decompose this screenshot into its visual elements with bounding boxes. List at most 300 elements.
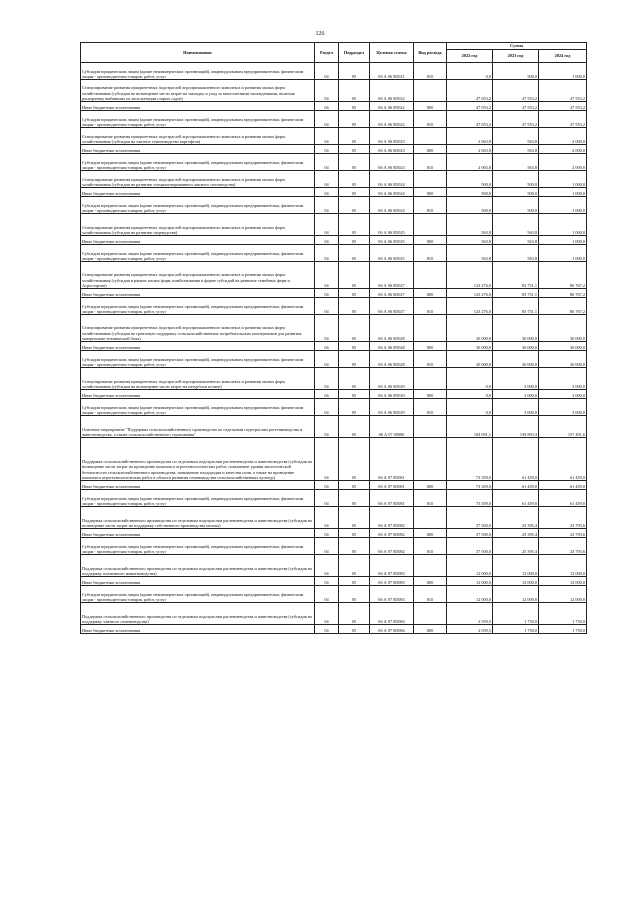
- row-value-2023: 83 751,1: [493, 262, 539, 289]
- row-razdel: 04: [315, 529, 339, 538]
- row-value-2023: 47 553,2: [493, 111, 539, 128]
- row-value-2024: 3 000,0: [539, 390, 587, 399]
- row-value-2024: 61 459,0: [539, 438, 587, 481]
- row-value-2024: 61 459,0: [539, 481, 587, 490]
- row-value-2022: 563,8: [447, 214, 493, 236]
- row-vr: 800: [414, 529, 447, 538]
- row-vr: 810: [414, 197, 447, 214]
- row-value-2024: 47 553,2: [539, 102, 587, 111]
- header-summa: Сумма: [447, 43, 587, 50]
- row-podrazdel: 05: [339, 245, 370, 262]
- row-name: Иные бюджетные ассигнования: [81, 577, 315, 586]
- row-name: Иные бюджетные ассигнования: [81, 102, 315, 111]
- row-csr: 06 А 07 R5082: [370, 529, 414, 538]
- row-value-2023: 3 000,0: [493, 390, 539, 399]
- row-razdel: 04: [315, 197, 339, 214]
- row-vr: 810: [414, 245, 447, 262]
- row-vr: 800: [414, 577, 447, 586]
- row-vr: [414, 262, 447, 289]
- row-vr: 810: [414, 154, 447, 171]
- row-csr: 06 А 06 R5022: [370, 102, 414, 111]
- row-value-2024: 2 000,0: [539, 145, 587, 154]
- table-row: [81, 490, 587, 507]
- table-row: [81, 529, 587, 538]
- row-razdel: 04: [315, 490, 339, 507]
- row-name: Иные бюджетные ассигнования: [81, 529, 315, 538]
- row-podrazdel: 05: [339, 342, 370, 351]
- row-razdel: 04: [315, 214, 339, 236]
- table-row: [81, 603, 587, 625]
- row-podrazdel: 05: [339, 111, 370, 128]
- table-row: [81, 80, 587, 102]
- row-csr: 06 А 06 R5028: [370, 315, 414, 342]
- row-value-2023: 500,0: [493, 63, 539, 80]
- row-razdel: 04: [315, 298, 339, 315]
- row-csr: 06 А 07 R5081: [370, 481, 414, 490]
- row-podrazdel: 05: [339, 197, 370, 214]
- row-value-2023: 47 553,2: [493, 80, 539, 102]
- table-row: [81, 128, 587, 145]
- row-podrazdel: 05: [339, 262, 370, 289]
- row-podrazdel: 05: [339, 555, 370, 577]
- table-row: [81, 507, 587, 529]
- row-razdel: 04: [315, 188, 339, 197]
- row-vr: [414, 368, 447, 390]
- row-value-2023: 500,0: [493, 197, 539, 214]
- table-row: [81, 399, 587, 416]
- table-row: [81, 298, 587, 315]
- header-name: Наименование: [81, 43, 315, 63]
- row-name: Поддержка сельскохозяйственного производства по отдельным подотраслям растениеводства и животноводства (субсидия на поддержку элитного семеноводства): [81, 603, 315, 625]
- row-value-2022: 12 000,0: [447, 577, 493, 586]
- row-vr: 800: [414, 342, 447, 351]
- row-value-2022: 123 276,0: [447, 262, 493, 289]
- row-value-2022: 30 000,0: [447, 351, 493, 368]
- budget-table: [80, 42, 587, 634]
- row-csr: 06 А 07 R5082: [370, 507, 414, 529]
- row-csr: 06 А 06 R5028: [370, 342, 414, 351]
- row-value-2022: 0,0: [447, 368, 493, 390]
- row-podrazdel: 05: [339, 102, 370, 111]
- row-value-2023: 3 000,0: [493, 368, 539, 390]
- row-value-2024: 3 000,0: [539, 399, 587, 416]
- row-podrazdel: 05: [339, 368, 370, 390]
- row-value-2024: 2 000,0: [539, 128, 587, 145]
- row-razdel: 04: [315, 399, 339, 416]
- row-vr: [414, 416, 447, 438]
- row-value-2024: 30 000,0: [539, 315, 587, 342]
- row-name: Стимулирование развития приоритетных подотраслей агропромышленного комплекса и развития малых форм хозяйствования (субсидия в рамках малых форм хозяйствования в форме субсидий на развитие семейных ферм и Агростартап): [81, 262, 315, 289]
- row-name: Иные бюджетные ассигнования: [81, 289, 315, 298]
- row-name: Иные бюджетные ассигнования: [81, 390, 315, 399]
- table-row: [81, 342, 587, 351]
- row-vr: 800: [414, 102, 447, 111]
- row-value-2022: 184 091,1: [447, 416, 493, 438]
- row-podrazdel: 05: [339, 529, 370, 538]
- row-razdel: 04: [315, 538, 339, 555]
- header-razdel: Раздел: [315, 43, 339, 63]
- row-csr: 06 А 07 R5083: [370, 555, 414, 577]
- row-vr: [414, 603, 447, 625]
- row-value-2024: 1 000,0: [539, 171, 587, 188]
- row-value-2022: 30 000,0: [447, 315, 493, 342]
- table-row: [81, 63, 587, 80]
- table-row: [81, 368, 587, 390]
- row-razdel: 04: [315, 438, 339, 481]
- row-value-2023: 139 893,3: [493, 416, 539, 438]
- header-csr: Целевая статья: [370, 43, 414, 63]
- row-name: Субсидии юридическим лицам (кроме некоммерческих организаций), индивидуальным предпринимателям, физическим лицам - производителям товаров, работ, услуг: [81, 111, 315, 128]
- table-row: [81, 289, 587, 298]
- row-value-2022: 73 359,0: [447, 490, 493, 507]
- row-value-2023: 61 459,0: [493, 438, 539, 481]
- row-vr: 810: [414, 111, 447, 128]
- row-vr: 800: [414, 481, 447, 490]
- row-razdel: 04: [315, 236, 339, 245]
- row-value-2023: 563,8: [493, 245, 539, 262]
- row-razdel: 04: [315, 245, 339, 262]
- row-podrazdel: 05: [339, 390, 370, 399]
- row-csr: 06 А 06 R5029: [370, 399, 414, 416]
- row-value-2023: 30 000,0: [493, 351, 539, 368]
- row-razdel: 04: [315, 416, 339, 438]
- row-csr: 06 А 06 R5028: [370, 351, 414, 368]
- row-podrazdel: 05: [339, 625, 370, 634]
- row-csr: 06 А 06 R5023: [370, 154, 414, 171]
- row-podrazdel: 05: [339, 171, 370, 188]
- row-value-2023: 1 750,0: [493, 625, 539, 634]
- row-podrazdel: 05: [339, 490, 370, 507]
- row-razdel: 04: [315, 586, 339, 603]
- row-name: Стимулирование развития приоритетных подотраслей агропромышленного комплекса и развития малых форм хозяйствования (субсидия на развитие овцеводства): [81, 214, 315, 236]
- row-name: Стимулирование развития приоритетных подотраслей агропромышленного комплекса и развития малых форм хозяйствования (субсидия на элитное семеноводство картофеля): [81, 128, 315, 145]
- row-value-2024: 1 000,0: [539, 236, 587, 245]
- row-vr: [414, 171, 447, 188]
- row-vr: 800: [414, 625, 447, 634]
- row-value-2022: 563,8: [447, 236, 493, 245]
- row-name: Субсидии юридическим лицам (кроме некоммерческих организаций), индивидуальным предпринимателям, физическим лицам - производителям товаров, работ, услуг: [81, 154, 315, 171]
- row-podrazdel: 05: [339, 538, 370, 555]
- row-razdel: 04: [315, 625, 339, 634]
- row-value-2022: 30 000,0: [447, 342, 493, 351]
- row-razdel: 04: [315, 342, 339, 351]
- row-razdel: 04: [315, 577, 339, 586]
- row-value-2022: 2 063,8: [447, 128, 493, 145]
- row-vr: [414, 315, 447, 342]
- row-podrazdel: 05: [339, 399, 370, 416]
- row-razdel: 04: [315, 390, 339, 399]
- row-value-2024: 12 000,0: [539, 577, 587, 586]
- row-value-2023: 3 000,0: [493, 399, 539, 416]
- row-razdel: 04: [315, 145, 339, 154]
- row-name: Субсидии юридическим лицам (кроме некоммерческих организаций), индивидуальным предпринимателям, физическим лицам - производителям товаров, работ, услуг: [81, 197, 315, 214]
- row-csr: 06 А 07 R5084: [370, 625, 414, 634]
- row-value-2023: 30 000,0: [493, 342, 539, 351]
- row-vr: 810: [414, 490, 447, 507]
- row-csr: 06 А 06 R5021: [370, 63, 414, 80]
- row-csr: 06 А 06 R5025: [370, 214, 414, 236]
- row-value-2024: 157 491,6: [539, 416, 587, 438]
- row-podrazdel: 05: [339, 416, 370, 438]
- table-row: [81, 315, 587, 342]
- row-vr: 800: [414, 188, 447, 197]
- table-row: [81, 625, 587, 634]
- row-vr: [414, 214, 447, 236]
- row-razdel: 04: [315, 63, 339, 80]
- row-value-2022: 2 063,8: [447, 154, 493, 171]
- row-podrazdel: 05: [339, 289, 370, 298]
- row-podrazdel: 05: [339, 603, 370, 625]
- row-name: Иные бюджетные ассигнования: [81, 188, 315, 197]
- row-value-2024: 12 000,0: [539, 555, 587, 577]
- row-value-2023: 500,0: [493, 171, 539, 188]
- row-vr: [414, 555, 447, 577]
- row-podrazdel: 05: [339, 481, 370, 490]
- row-csr: 06 А 06 R5023: [370, 128, 414, 145]
- table-row: [81, 351, 587, 368]
- row-name: Стимулирование развития приоритетных подотраслей агропромышленного комплекса и развития малых форм хозяйствования (субсидия на грантовую поддержку сельскохозяйственных потребительских кооперативов для развития материально-технической базы): [81, 315, 315, 342]
- row-name: Субсидии юридическим лицам (кроме некоммерческих организаций), индивидуальным предпринимателям, физическим лицам - производителям товаров, работ, услуг: [81, 586, 315, 603]
- row-razdel: 04: [315, 368, 339, 390]
- row-value-2022: 37 500,0: [447, 507, 493, 529]
- row-razdel: 04: [315, 315, 339, 342]
- row-value-2023: 25 395,4: [493, 538, 539, 555]
- row-value-2022: 37 500,0: [447, 529, 493, 538]
- row-razdel: 04: [315, 351, 339, 368]
- row-podrazdel: 05: [339, 63, 370, 80]
- row-razdel: 04: [315, 603, 339, 625]
- row-value-2023: 563,8: [493, 236, 539, 245]
- row-name: Субсидии юридическим лицам (кроме некоммерческих организаций), индивидуальным предпринимателям, физическим лицам - производителям товаров, работ, услуг: [81, 298, 315, 315]
- row-value-2024: 12 000,0: [539, 586, 587, 603]
- row-value-2023: 61 459,0: [493, 481, 539, 490]
- row-razdel: 04: [315, 262, 339, 289]
- row-value-2023: 12 000,0: [493, 586, 539, 603]
- row-value-2024: 3 000,0: [539, 368, 587, 390]
- row-csr: 06 А 06 R5023: [370, 145, 414, 154]
- table-row: [81, 214, 587, 236]
- row-csr: 06 А 06 R5024: [370, 188, 414, 197]
- row-value-2023: 25 395,4: [493, 507, 539, 529]
- row-name: Стимулирование развития приоритетных подотраслей агропромышленного комплекса и развития малых форм хозяйствования (субсидия на развитие специализированного мясного скотоводства): [81, 171, 315, 188]
- row-csr: 06 А 06 R5027: [370, 298, 414, 315]
- row-value-2022: 47 053,2: [447, 102, 493, 111]
- table-row: [81, 390, 587, 399]
- row-value-2022: 123 276,0: [447, 298, 493, 315]
- row-value-2022: 73 359,0: [447, 438, 493, 481]
- row-value-2022: 0,0: [447, 390, 493, 399]
- row-value-2024: 1 000,0: [539, 63, 587, 80]
- header-2022: 2022 год: [447, 50, 493, 63]
- row-value-2024: 86 767,2: [539, 262, 587, 289]
- row-value-2022: 73 359,0: [447, 481, 493, 490]
- row-csr: 06 А 06 R5022: [370, 80, 414, 102]
- row-csr: 06 А 07 R5084: [370, 603, 414, 625]
- row-podrazdel: 05: [339, 315, 370, 342]
- row-razdel: 04: [315, 102, 339, 111]
- row-value-2023: 25 395,4: [493, 529, 539, 538]
- row-podrazdel: 05: [339, 351, 370, 368]
- row-value-2024: 23 793,6: [539, 538, 587, 555]
- table-row: [81, 262, 587, 289]
- row-podrazdel: 05: [339, 214, 370, 236]
- table-row: [81, 145, 587, 154]
- row-value-2024: 47 553,2: [539, 111, 587, 128]
- row-csr: 06 А 07 R5081: [370, 438, 414, 481]
- row-csr: 06 А 07 R5082: [370, 538, 414, 555]
- row-value-2022: 0,0: [447, 399, 493, 416]
- row-razdel: 04: [315, 171, 339, 188]
- row-name: Иные бюджетные ассигнования: [81, 625, 315, 634]
- row-value-2022: 0,0: [447, 63, 493, 80]
- row-value-2024: 1 000,0: [539, 214, 587, 236]
- row-value-2022: 123 276,0: [447, 289, 493, 298]
- row-value-2024: 1 000,0: [539, 197, 587, 214]
- row-value-2024: 47 553,2: [539, 80, 587, 102]
- header-2024: 2024 год: [539, 50, 587, 63]
- row-csr: 06 А 06 R5024: [370, 171, 414, 188]
- row-csr: 06 А 06 R5025: [370, 245, 414, 262]
- row-value-2023: 563,8: [493, 128, 539, 145]
- table-row: [81, 538, 587, 555]
- row-name: Субсидии юридическим лицам (кроме некоммерческих организаций), индивидуальным предпринимателям, физическим лицам - производителям товаров, работ, услуг: [81, 63, 315, 80]
- row-value-2024: 30 000,0: [539, 342, 587, 351]
- row-csr: 06 А 06 R5027: [370, 289, 414, 298]
- row-value-2022: 500,0: [447, 197, 493, 214]
- row-name: Иные бюджетные ассигнования: [81, 236, 315, 245]
- row-vr: [414, 438, 447, 481]
- row-vr: 800: [414, 236, 447, 245]
- row-name: Субсидии юридическим лицам (кроме некоммерческих организаций), индивидуальным предпринимателям, физическим лицам - производителям товаров, работ, услуг: [81, 399, 315, 416]
- row-vr: 810: [414, 586, 447, 603]
- row-vr: [414, 128, 447, 145]
- row-csr: 06 А 07 R5081: [370, 490, 414, 507]
- row-value-2022: 37 500,0: [447, 538, 493, 555]
- row-value-2022: 47 053,2: [447, 80, 493, 102]
- row-podrazdel: 05: [339, 145, 370, 154]
- row-vr: 800: [414, 390, 447, 399]
- row-name: Иные бюджетные ассигнования: [81, 481, 315, 490]
- row-name: Иные бюджетные ассигнования: [81, 342, 315, 351]
- header-2023: 2023 год: [493, 50, 539, 63]
- row-podrazdel: 05: [339, 236, 370, 245]
- table-row: [81, 555, 587, 577]
- row-podrazdel: 05: [339, 80, 370, 102]
- header-podrazdel: Подраздел: [339, 43, 370, 63]
- row-value-2022: 500,0: [447, 171, 493, 188]
- row-value-2023: 1 750,0: [493, 603, 539, 625]
- row-value-2022: 2 059,5: [447, 603, 493, 625]
- header-vr: Вид расхода: [414, 43, 447, 63]
- row-value-2024: 2 000,0: [539, 154, 587, 171]
- page-number: 126: [315, 31, 325, 37]
- row-value-2023: 12 000,0: [493, 577, 539, 586]
- row-vr: 800: [414, 289, 447, 298]
- row-csr: 06 А 06 R5029: [370, 390, 414, 399]
- row-vr: [414, 80, 447, 102]
- table-row: [81, 111, 587, 128]
- row-vr: 810: [414, 538, 447, 555]
- row-razdel: 04: [315, 80, 339, 102]
- row-razdel: 04: [315, 555, 339, 577]
- row-vr: 810: [414, 351, 447, 368]
- row-name: Поддержка сельскохозяйственного производства по отдельным подотраслям растениеводства и животноводства (субсидия на поддержку племенного животноводства): [81, 555, 315, 577]
- row-value-2023: 563,8: [493, 214, 539, 236]
- row-podrazdel: 05: [339, 128, 370, 145]
- row-value-2024: 1 750,0: [539, 625, 587, 634]
- row-name: Субсидии юридическим лицам (кроме некоммерческих организаций), индивидуальным предпринимателям, физическим лицам - производителям товаров, работ, услуг: [81, 538, 315, 555]
- table-row: [81, 586, 587, 603]
- row-value-2022: 47 053,2: [447, 111, 493, 128]
- row-value-2023: 12 000,0: [493, 555, 539, 577]
- row-vr: 810: [414, 63, 447, 80]
- table-row: [81, 481, 587, 490]
- row-value-2024: 1 000,0: [539, 188, 587, 197]
- row-podrazdel: 05: [339, 577, 370, 586]
- row-razdel: 04: [315, 154, 339, 171]
- table-row: [81, 245, 587, 262]
- row-vr: 810: [414, 399, 447, 416]
- row-name: Поддержка сельскохозяйственного производства по отдельным подотраслям растениеводства и животноводства (субсидия на возмещение части затрат на поддержку собственного производства молока): [81, 507, 315, 529]
- row-csr: 06 А 06 R5029: [370, 368, 414, 390]
- row-csr: 06 А 07 00000: [370, 416, 414, 438]
- row-value-2024: 1 000,0: [539, 245, 587, 262]
- table-row: [81, 577, 587, 586]
- row-podrazdel: 05: [339, 188, 370, 197]
- row-value-2022: 563,8: [447, 245, 493, 262]
- table-row: [81, 102, 587, 111]
- row-vr: [414, 507, 447, 529]
- row-vr: 810: [414, 298, 447, 315]
- row-razdel: 04: [315, 507, 339, 529]
- row-value-2023: 47 553,2: [493, 102, 539, 111]
- row-value-2024: 23 793,6: [539, 507, 587, 529]
- row-razdel: 04: [315, 481, 339, 490]
- row-value-2024: 30 000,0: [539, 351, 587, 368]
- row-value-2024: 1 750,0: [539, 603, 587, 625]
- row-name: Субсидии юридическим лицам (кроме некоммерческих организаций), индивидуальным предпринимателям, физическим лицам - производителям товаров, работ, услуг: [81, 490, 315, 507]
- row-name: Основное мероприятие "Поддержка сельскохозяйственного производства по отдельным подотраслям растениеводства и животноводства, а также сельскохозяйственного страхования": [81, 416, 315, 438]
- row-csr: 06 А 06 R5022: [370, 111, 414, 128]
- row-value-2022: 12 000,0: [447, 586, 493, 603]
- row-name: Субсидии юридическим лицам (кроме некоммерческих организаций), индивидуальным предпринимателям, физическим лицам - производителям товаров, работ, услуг: [81, 245, 315, 262]
- row-value-2022: 2 063,8: [447, 145, 493, 154]
- table-row: [81, 197, 587, 214]
- row-podrazdel: 05: [339, 154, 370, 171]
- table-row: [81, 188, 587, 197]
- row-name: Стимулирование развития приоритетных подотраслей агропромышленного комплекса и развития малых форм хозяйствования (субсидия на возмещение части затрат на патурбохи кстине): [81, 368, 315, 390]
- row-value-2024: 61 459,0: [539, 490, 587, 507]
- row-podrazdel: 05: [339, 438, 370, 481]
- row-csr: 06 А 07 R5083: [370, 586, 414, 603]
- row-name: Стимулирование развития приоритетных подотраслей агропромышленного комплекса и развития малых форм хозяйствования (субсидия на возмещение части затрат на закладку и уход за многолетними насаждениями, включая раскорчевку выбывших из эксплуатации старых садов): [81, 80, 315, 102]
- row-value-2023: 83 751,1: [493, 289, 539, 298]
- row-podrazdel: 05: [339, 507, 370, 529]
- row-podrazdel: 05: [339, 586, 370, 603]
- row-value-2023: 83 751,1: [493, 298, 539, 315]
- row-name: Поддержка сельскохозяйственного производства по отдельным подотраслям растениеводства и животноводства (субсидия на возмещение части затрат на проведение комплекса агротехнологических работ, повышение уровня экологической безопасности сельскохозяйственного производства, повышение плодородия и качества почв, а также на проведение комплекса агротехнологических работ в области развития семеноводства сельскохозяйственных культур): [81, 438, 315, 481]
- row-value-2024: 23 793,6: [539, 529, 587, 538]
- row-vr: 800: [414, 145, 447, 154]
- row-csr: 06 А 07 R5083: [370, 577, 414, 586]
- row-value-2022: 2 059,5: [447, 625, 493, 634]
- row-csr: 06 А 06 R5025: [370, 236, 414, 245]
- row-value-2024: 86 767,2: [539, 298, 587, 315]
- table-row: [81, 154, 587, 171]
- row-value-2023: 30 000,0: [493, 315, 539, 342]
- row-name: Иные бюджетные ассигнования: [81, 145, 315, 154]
- row-name: Субсидии юридическим лицам (кроме некоммерческих организаций), индивидуальным предпринимателям, физическим лицам - производителям товаров, работ, услуг: [81, 351, 315, 368]
